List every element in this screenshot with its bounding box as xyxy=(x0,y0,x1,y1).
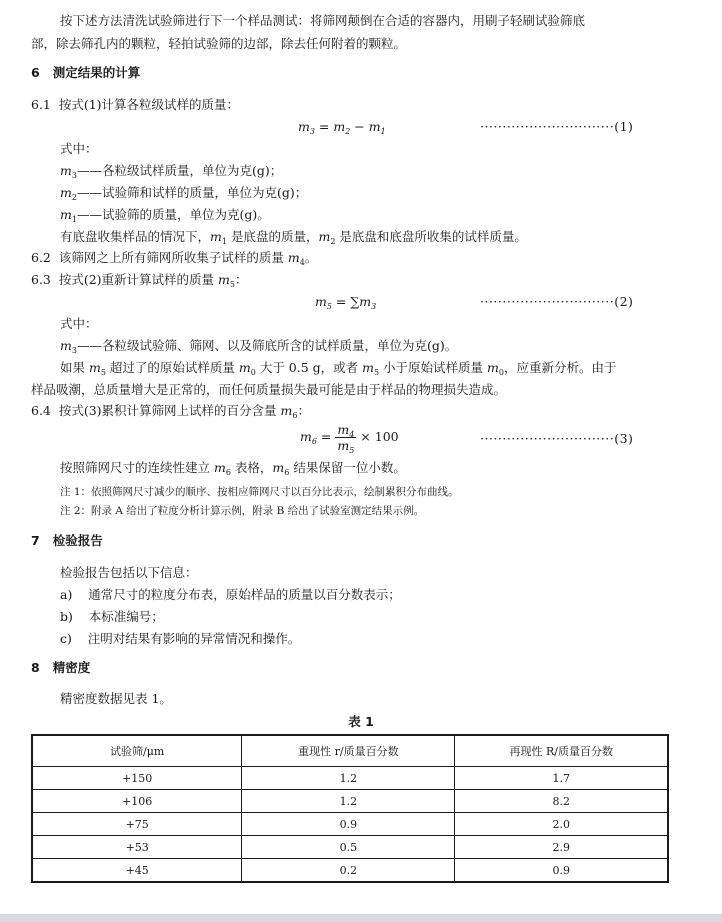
section-title: 测定结果的计算 xyxy=(52,65,141,80)
tray-note: 有底盘收集样品的情况下，$m_1$ 是底盘的质量，$m_2$ 是底盘和底盘所收集的试样质量。 xyxy=(60,229,527,246)
report-intro: 检验报告包括以下信息： xyxy=(60,565,198,580)
where-label-2: 式中： xyxy=(60,316,98,331)
report-item-b: b) 本标准编号； xyxy=(60,609,164,624)
equation-3: $m_6$ = $\frac{m_4}{m_5}$ × 100 xyxy=(300,422,399,455)
precision-text: 精密度数据见表 1。 xyxy=(60,691,172,706)
table-cell: +45 xyxy=(32,859,242,883)
where-label-1: 式中： xyxy=(60,141,98,156)
mass-comparison-line-1: 如果 $m_5$ 超过了的原始试样质量 $m_0$ 大于 0.5 g，或者 $m_5$ 小于原始试样质量 $m_0$，应重新分析。由于 xyxy=(60,360,617,377)
table-caption: 表 1 xyxy=(348,714,374,729)
table-cell: 0.2 xyxy=(242,859,455,883)
equation-3-number: ······························(3) xyxy=(480,431,634,446)
table-header-row xyxy=(32,735,668,767)
table-cell: +150 xyxy=(32,767,242,790)
table-sentence: 按照筛网尺寸的连续性建立 $m_6$ 表格，$m_6$ 结果保留一位小数。 xyxy=(60,460,406,477)
note-2: 注 2：附录 A 给出了粒度分析计算示例，附录 B 给出了试验室测定结果示例。 xyxy=(60,505,425,517)
equation-2-number: ······························(2) xyxy=(480,294,634,309)
clause-6-4: 6.4 按式(3)累积计算筛网上试样的百分含量 $m_6$： xyxy=(31,403,310,420)
table-row xyxy=(32,859,668,883)
clause-6-2: 6.2 该筛网之上所有筛网所收集子试样的质量 $m_4$。 xyxy=(31,250,318,267)
section-8-heading: 8 精密度 xyxy=(31,660,91,675)
table-row xyxy=(32,813,668,836)
table-row xyxy=(32,836,668,859)
bottom-edge-bar xyxy=(0,914,722,922)
table-cell: 0.9 xyxy=(455,859,668,883)
fraction-m4-over-m5: $\frac{m_4}{m_5}$ xyxy=(337,422,355,455)
table-cell: 8.2 xyxy=(455,790,668,813)
clause-6-3: 6.3 按式(2)重新计算试样的质量 $m_5$： xyxy=(31,272,248,289)
definition-m1: $m_1——$试验筛的质量，单位为克(g)。 xyxy=(60,207,270,224)
definition-m2: $m_2——$试验筛和试样的质量，单位为克(g)； xyxy=(60,185,308,202)
table-header-cell: 重现性 r/质量百分数 xyxy=(242,735,455,767)
table-cell: 2.0 xyxy=(455,813,668,836)
note-1: 注 1：依照筛网尺寸减少的顺序、按相应筛网尺寸以百分比表示，绘制累积分布曲线。 xyxy=(60,486,459,498)
table-cell: +53 xyxy=(32,836,242,859)
equation-1-number: ······························(1) xyxy=(480,119,634,134)
table-cell: 0.5 xyxy=(242,836,455,859)
table-cell: 1.7 xyxy=(455,767,668,790)
section-6-heading xyxy=(31,65,140,81)
section-number: 6 xyxy=(31,65,40,80)
clause-text: 按式(1)计算各粒级试样的质量： xyxy=(58,97,240,112)
intro-line-1: 按下述方法清洗试验筛进行下一个样品测试：将筛网颠倒在合适的容器内，用刷子轻刷试验筛底 xyxy=(60,13,586,28)
table-cell: 1.2 xyxy=(242,767,455,790)
table-header-cell: 再现性 R/质量百分数 xyxy=(455,735,668,767)
report-item-c: c) 注明对结果有影响的异常情况和操作。 xyxy=(60,631,301,646)
precision-table xyxy=(31,734,669,883)
equation-2: $m_5 = \sum m_3$ xyxy=(315,294,377,311)
table-row xyxy=(32,767,668,790)
definition-m3: $m_3——$各粒级试样质量，单位为克(g)； xyxy=(60,163,283,180)
clause-6-1 xyxy=(31,97,239,113)
table-cell: 2.9 xyxy=(455,836,668,859)
table-cell: 1.2 xyxy=(242,790,455,813)
equation-1: $m_3 = m_2 - m_1$ xyxy=(298,119,386,136)
mass-comparison-line-2: 样品吸潮，总质量增大是正常的，而任何质量损失最可能是由于样品的物理损失造成。 xyxy=(31,382,507,397)
table-cell: +75 xyxy=(32,813,242,836)
table-header-cell: 试验筛/μm xyxy=(32,735,242,767)
table-row xyxy=(32,790,668,813)
table-cell: +106 xyxy=(32,790,242,813)
intro-line-2: 部，除去筛孔内的颗粒，轻拍试验筛的边部，除去任何附着的颗粒。 xyxy=(31,36,407,51)
clause-number: 6.1 xyxy=(31,97,51,112)
table-cell: 0.9 xyxy=(242,813,455,836)
section-7-heading: 7 检验报告 xyxy=(31,533,103,548)
definition-m3-sieve: $m_3——$各粒级试验筛、筛网、以及筛底所含的试样质量，单位为克(g)。 xyxy=(60,338,458,355)
report-item-a: a) 通常尺寸的粒度分布表，原始样品的质量以百分数表示； xyxy=(60,587,401,602)
